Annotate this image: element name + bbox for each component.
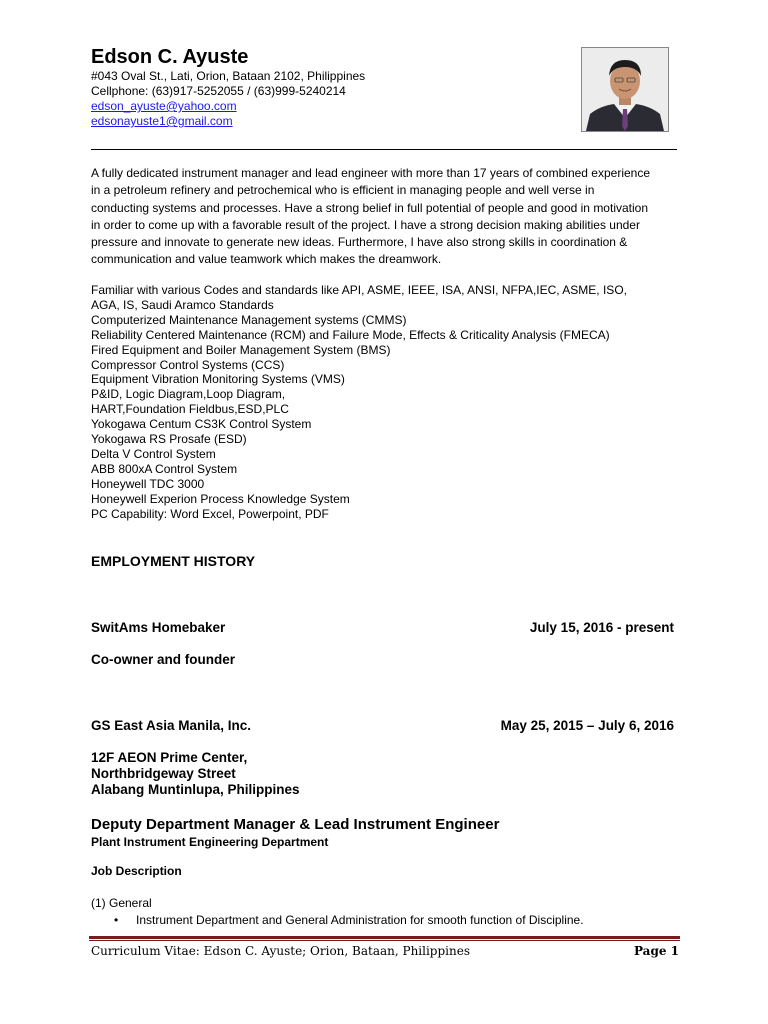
footer-cv-title: Curriculum Vitae: Edson C. Ayuste; Orion, Bataan, Philippines	[91, 944, 470, 958]
skill-item: Honeywell Experion Process Knowledge System	[91, 491, 350, 506]
address-line: Northbridgeway Street	[91, 766, 236, 781]
footer-rule-thin	[89, 940, 680, 941]
resume-name: Edson C. Ayuste	[91, 46, 249, 68]
skill-item: Computerized Maintenance Management systems (CMMS)	[91, 312, 407, 327]
skill-item: P&ID, Logic Diagram,Loop Diagram,	[91, 387, 286, 402]
job-description-label: Job Description	[91, 864, 182, 878]
summary-line: in a petroleum refinery and petrochemical who is efficient in managing people and well verse in	[91, 183, 595, 198]
general-label: (1) General	[91, 896, 152, 910]
job1-title: Co-owner and founder	[91, 652, 235, 667]
skill-item: Equipment Vibration Monitoring Systems (VMS)	[91, 372, 345, 387]
address-line: Alabang Muntinlupa, Philippines	[91, 782, 300, 797]
skill-item: ABB 800xA Control System	[91, 461, 238, 476]
summary-line: communication and value teamwork which makes the dreamwork.	[91, 252, 442, 267]
skill-item: Honeywell TDC 3000	[91, 476, 205, 491]
phone-line: Cellphone: (63)917-5252055 / (63)999-5240214	[91, 84, 346, 98]
summary-line: conducting systems and processes. Have a strong belief in full potential of people and good in motivation	[91, 200, 649, 215]
skill-item: Fired Equipment and Boiler Management System (BMS)	[91, 342, 391, 357]
email-link-yahoo[interactable]: edson_ayuste@yahoo.com	[91, 99, 237, 113]
footer-rule-thick	[89, 936, 680, 939]
job2-address	[91, 750, 300, 798]
summary-line: in order to come up with a favorable result of the project. I have a strong decision making abilities under	[91, 217, 640, 232]
skill-item: HART,Foundation Fieldbus,ESD,PLC	[91, 402, 289, 417]
job2-department: Plant Instrument Engineering Department	[91, 835, 329, 849]
page-footer	[91, 944, 679, 958]
skill-item: Yokogawa Centum CS3K Control System	[91, 417, 312, 432]
summary-line: A fully dedicated instrument manager and lead engineer with more than 17 years of combined experience	[91, 166, 651, 180]
bullet-text: Instrument Department and General Administration for smooth function of Discipline.	[136, 913, 584, 927]
job1-company: SwitAms Homebaker	[91, 620, 226, 635]
employment-history-heading: EMPLOYMENT HISTORY	[91, 553, 256, 569]
skill-item: AGA, IS, Saudi Aramco Standards	[91, 297, 274, 312]
address-line: 12F AEON Prime Center,	[91, 750, 248, 765]
skill-item: Yokogawa RS Prosafe (ESD)	[91, 432, 247, 447]
skill-item: Compressor Control Systems (CCS)	[91, 357, 285, 372]
profile-summary	[91, 165, 679, 269]
bullet-icon: •	[114, 913, 119, 927]
contact-block	[91, 69, 365, 129]
address-line: #043 Oval St., Lati, Orion, Bataan 2102, Philippines	[91, 69, 366, 83]
header-divider	[91, 149, 677, 150]
bullet-item	[114, 913, 584, 927]
skills-list	[91, 283, 691, 522]
footer-page-number: Page 1	[633, 944, 679, 958]
skill-item: Familiar with various Codes and standards like API, ASME, IEEE, ISA, ANSI, NFPA,IEC, ASME, ISO,	[91, 283, 627, 297]
email-link-gmail[interactable]: edsonayuste1@gmail.com	[91, 114, 233, 128]
job2-role: Deputy Department Manager & Lead Instrument Engineer	[91, 816, 500, 833]
job2-company: GS East Asia Manila, Inc.	[91, 718, 252, 733]
summary-line: pressure and innovate to generate new ideas. Furthermore, I have also strong skills in coordination &	[91, 235, 628, 250]
job1-dates: July 15, 2016 - present	[529, 620, 674, 635]
skill-item: PC Capability: Word Excel, Powerpoint, PDF	[91, 506, 329, 521]
profile-photo	[581, 47, 669, 132]
skill-item: Delta V Control System	[91, 446, 216, 461]
skill-item: Reliability Centered Maintenance (RCM) and Failure Mode, Effects & Criticality Analysis (FMECA)	[91, 327, 610, 342]
job2-dates: May 25, 2015 – July 6, 2016	[500, 718, 674, 733]
